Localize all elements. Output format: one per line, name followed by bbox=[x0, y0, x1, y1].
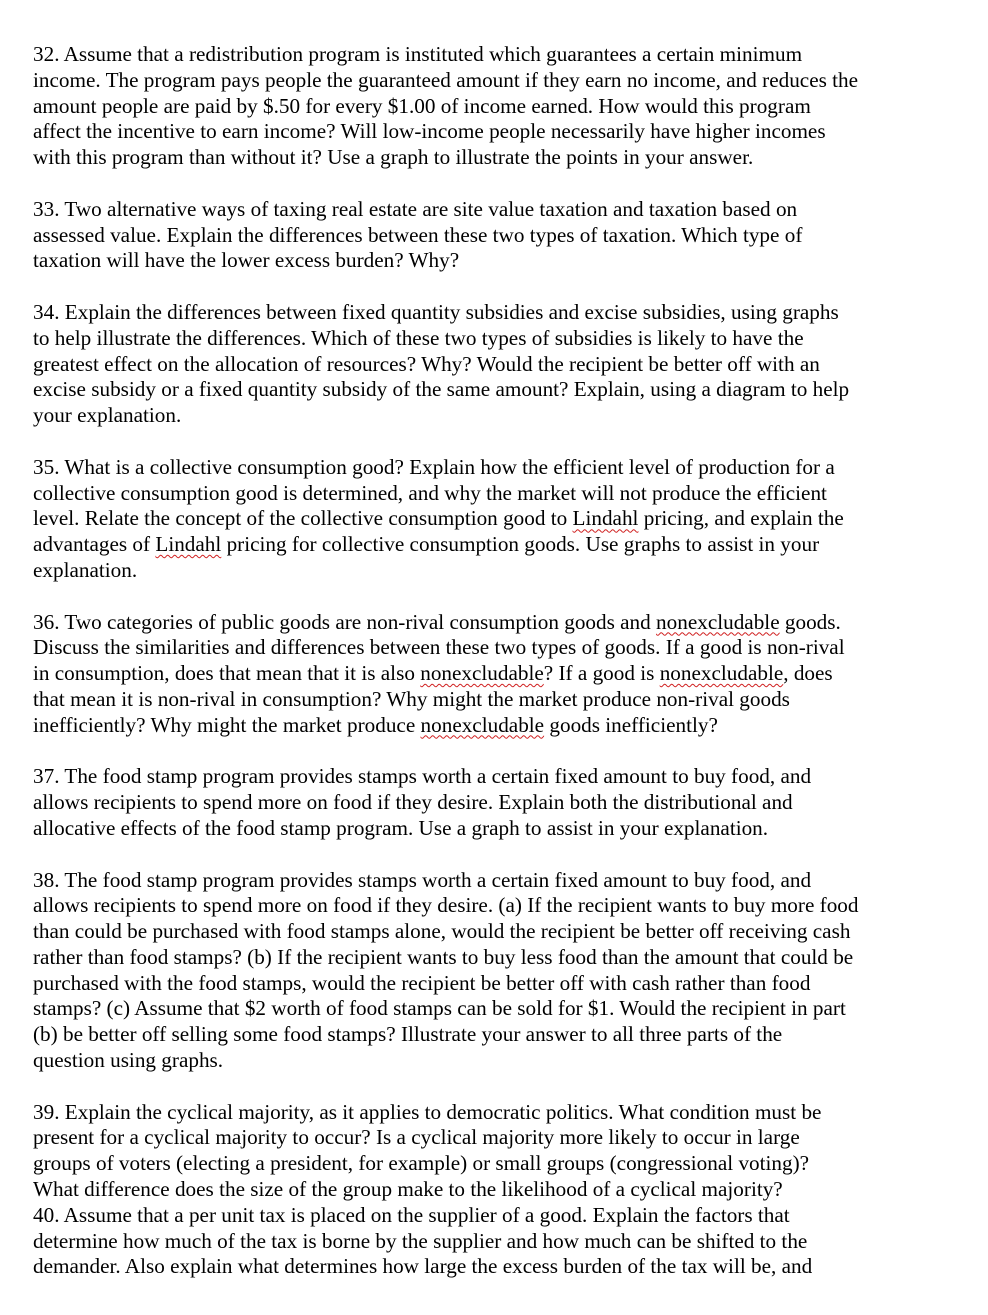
question-line: 37. The food stamp program provides stamps worth a certain fixed amount to buy food, and bbox=[33, 764, 812, 789]
question-line: assessed value. Explain the differences between these two types of taxation. Which type of bbox=[33, 222, 803, 247]
question-line: purchased with the food stamps, would the recipient be better off with cash rather than food bbox=[33, 970, 811, 995]
question-line: explanation. bbox=[33, 557, 138, 582]
question-line: allows recipients to spend more on food if they desire. Explain both the distributional and bbox=[33, 790, 793, 815]
question-line: Discuss the similarities and differences between these two types of goods. If a good is non-rival bbox=[33, 635, 845, 660]
question-line: (b) be better off selling some food stamps? Illustrate your answer to all three parts of the bbox=[33, 1022, 783, 1047]
question-38 bbox=[33, 868, 973, 1074]
spellcheck-flagged-word[interactable]: nonexcludable bbox=[420, 712, 545, 737]
question-40 bbox=[33, 1203, 973, 1280]
question-line: stamps? (c) Assume that $2 worth of food stamps can be sold for $1. Would the recipient in part bbox=[33, 996, 846, 1021]
question-line: excise subsidy or a fixed quantity subsidy of the same amount? Explain, using a diagram to help bbox=[33, 377, 850, 402]
question-line: amount people are paid by $.50 for every $1.00 of income earned. How would this program bbox=[33, 93, 811, 118]
question-line: allocative effects of the food stamp program. Use a graph to assist in your explanation. bbox=[33, 815, 769, 840]
question-39 bbox=[33, 1100, 973, 1203]
question-line: 32. Assume that a redistribution program is instituted which guarantees a certain minimum bbox=[33, 42, 803, 66]
question-line: collective consumption good is determined, and why the market will not produce the efficient bbox=[33, 480, 827, 505]
question-32 bbox=[33, 42, 973, 171]
question-line: 38. The food stamp program provides stamps worth a certain fixed amount to buy food, and bbox=[33, 867, 812, 892]
question-line: 36. Two categories of public goods are non-rival consumption goods and nonexcludable goods. bbox=[33, 609, 841, 634]
question-line: present for a cyclical majority to occur? Is a cyclical majority more likely to occur in large bbox=[33, 1125, 800, 1150]
question-line: 34. Explain the differences between fixed quantity subsidies and excise subsidies, using graphs bbox=[33, 299, 839, 324]
question-line: 35. What is a collective consumption good? Explain how the efficient level of production for a bbox=[33, 454, 835, 479]
question-line: affect the incentive to earn income? Will low-income people necessarily have higher incomes bbox=[33, 119, 826, 144]
question-line: than could be purchased with food stamps alone, would the recipient be better off receiving cash bbox=[33, 919, 851, 944]
question-line: inefficiently? Why might the market produce nonexcludable goods inefficiently? bbox=[33, 712, 718, 737]
question-37 bbox=[33, 764, 973, 841]
question-line: income. The program pays people the guaranteed amount if they earn no income, and reduces the bbox=[33, 67, 859, 92]
spellcheck-flagged-word[interactable]: nonexcludable bbox=[420, 661, 544, 686]
spellcheck-flagged-word[interactable]: nonexcludable bbox=[659, 661, 784, 686]
question-line: taxation will have the lower excess burden? Why? bbox=[33, 248, 460, 273]
question-line: allows recipients to spend more on food if they desire. (a) If the recipient wants to buy more food bbox=[33, 893, 859, 918]
question-line: demander. Also explain what determines how large the excess burden of the tax will be, and bbox=[33, 1254, 813, 1279]
document-body bbox=[33, 42, 973, 1280]
question-33 bbox=[33, 197, 973, 274]
question-line: question using graphs. bbox=[33, 1048, 224, 1073]
question-line: groups of voters (electing a president, for example) or small groups (congressional voting)? bbox=[33, 1151, 810, 1176]
question-line: 33. Two alternative ways of taxing real estate are site value taxation and taxation based on bbox=[33, 196, 798, 221]
question-line: your explanation. bbox=[33, 403, 182, 428]
question-line: with this program than without it? Use a graph to illustrate the points in your answer. bbox=[33, 145, 754, 170]
question-line: 39. Explain the cyclical majority, as it applies to democratic politics. What condition must be bbox=[33, 1099, 822, 1124]
question-line: 40. Assume that a per unit tax is placed on the supplier of a good. Explain the factors that bbox=[33, 1202, 790, 1227]
question-line: that mean it is non-rival in consumption? Why might the market produce non-rival goods bbox=[33, 686, 790, 711]
question-line: determine how much of the tax is borne by the supplier and how much can be shifted to the bbox=[33, 1228, 808, 1253]
question-35 bbox=[33, 455, 973, 584]
question-line: greatest effect on the allocation of resources? Why? Would the recipient be better off with an bbox=[33, 351, 820, 376]
spellcheck-flagged-word[interactable]: nonexcludable bbox=[656, 609, 780, 634]
spellcheck-flagged-word[interactable]: Lindahl bbox=[572, 506, 639, 531]
question-line: rather than food stamps? (b) If the recipient wants to buy less food than the amount that could be bbox=[33, 944, 854, 969]
spellcheck-flagged-word[interactable]: Lindahl bbox=[155, 532, 222, 557]
question-line: level. Relate the concept of the collective consumption good to Lindahl pricing, and explain the bbox=[33, 506, 844, 531]
question-34 bbox=[33, 300, 973, 429]
question-line: What difference does the size of the group make to the likelihood of a cyclical majority? bbox=[33, 1177, 783, 1202]
question-line: advantages of Lindahl pricing for collective consumption goods. Use graphs to assist in your bbox=[33, 532, 820, 557]
question-36 bbox=[33, 610, 973, 739]
question-line: in consumption, does that mean that it is also nonexcludable? If a good is nonexcludable, does bbox=[33, 661, 833, 686]
question-line: to help illustrate the differences. Which of these two types of subsidies is likely to have the bbox=[33, 325, 804, 350]
